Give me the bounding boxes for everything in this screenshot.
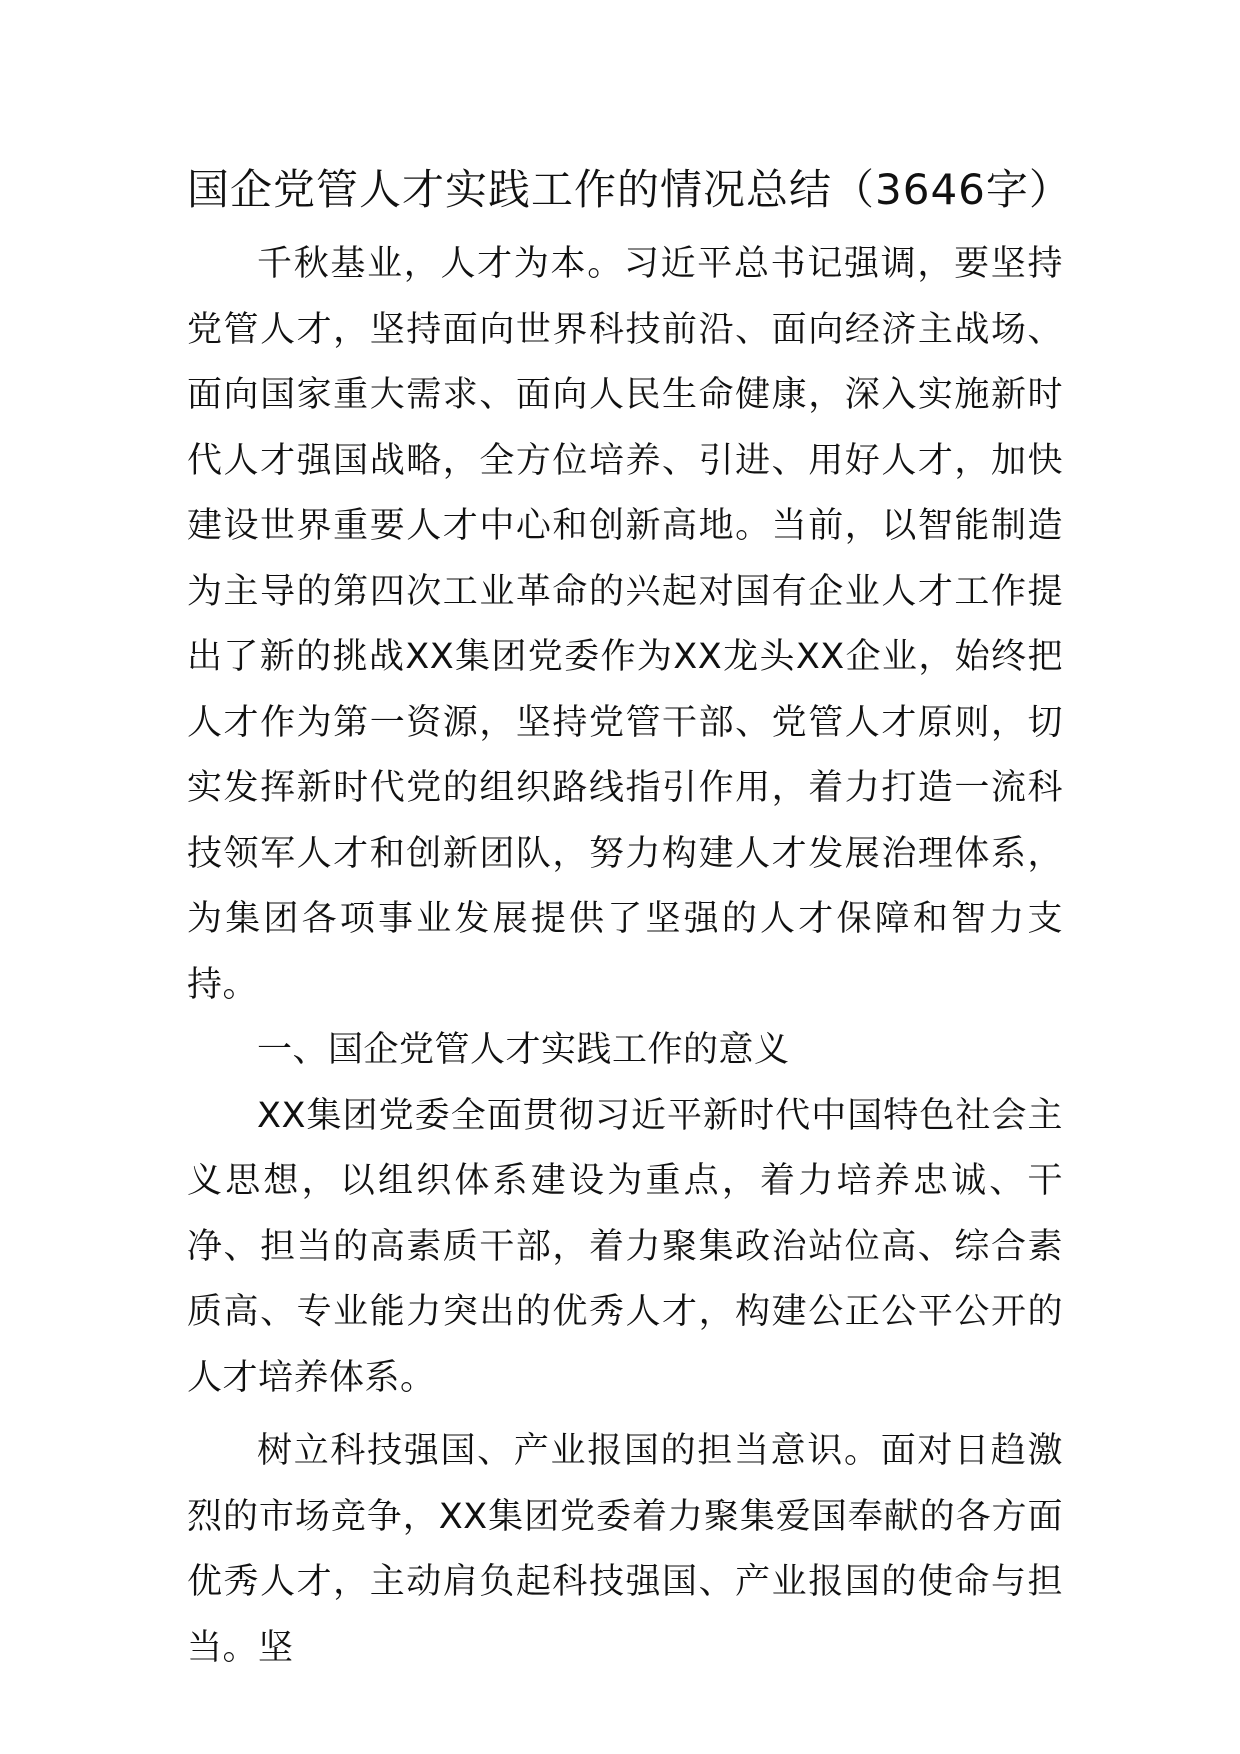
section-heading: 一、国企党管人才实践工作的意义 — [257, 1030, 790, 1070]
document-title: 国企党管人才实践工作的情况总结（3646字） — [187, 165, 1072, 214]
intro-paragraph: 千秋基业，人才为本。习近平总书记强调，要坚持党管人才，坚持面向世界科技前沿、面向经济主战场、面向国家重大需求、面向人民生命健康，深入实施新时代人才强国战略，全方位培养、引进、用好人才，加快建设世界重要人才中心和创新高地。当前，以智能制造为主导的第四次工业革命的兴起对国有企业人才工作提出了新的挑战XX集团党委作为XX龙头XX企业，始终把人才作为第一资源，坚持党管干部、党管人才原则，切实发挥新时代党的组织路线指引作用，着力打造一流科技领军人才和创新团队，努力构建人才发展治理体系，为集团各项事业发展提供了坚强的人才保障和智力支持。 — [187, 244, 1063, 1005]
body-paragraph: 树立科技强国、产业报国的担当意识。面对日趋激烈的市场竞争，XX集团党委着力聚集爱国奉献的各方面优秀人才，主动肩负起科技强国、产业报国的使命与担当。坚 — [187, 1431, 1063, 1668]
document-page — [187, 160, 1072, 1681]
body-paragraph: XX集团党委全面贯彻习近平新时代中国特色社会主义思想，以组织体系建设为重点，着力培养忠诚、干净、担当的高素质干部，着力聚集政治站位高、综合素质高、专业能力突出的优秀人才，构建公正公平公开的人才培养体系。 — [187, 1095, 1063, 1398]
